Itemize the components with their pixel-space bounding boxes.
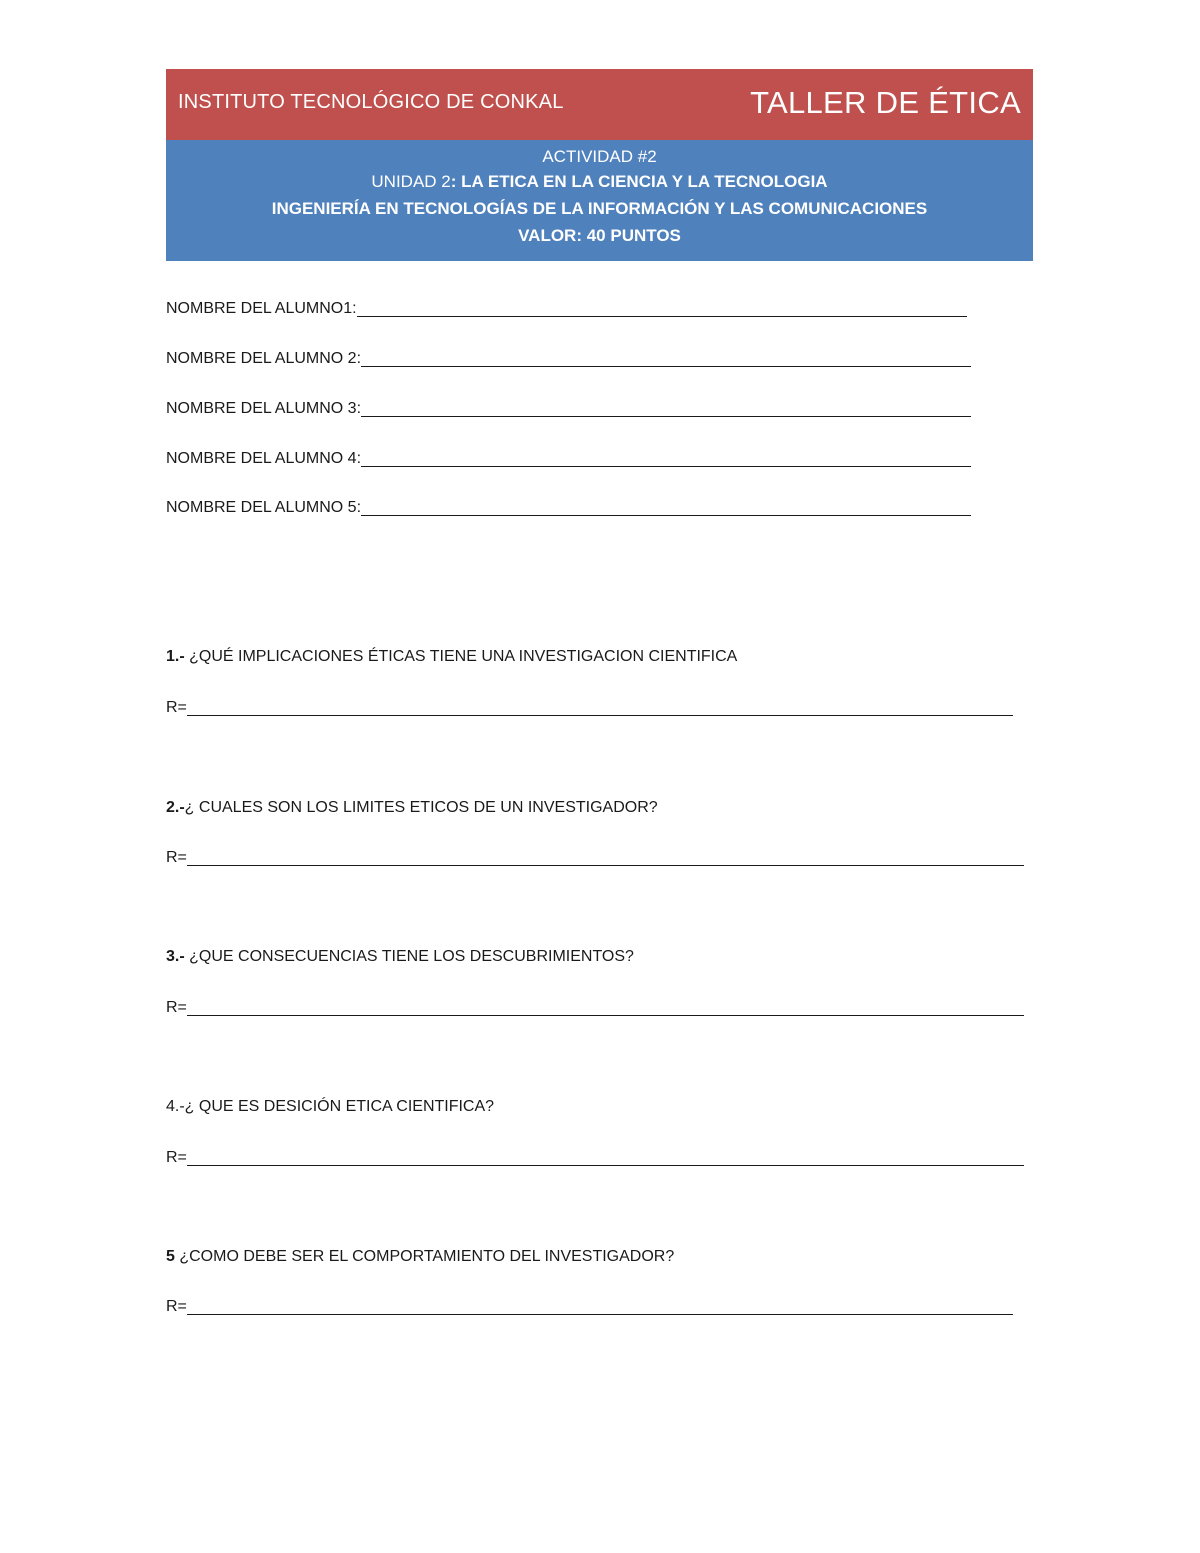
question-text: ¿QUE CONSECUENCIAS TIENE LOS DESCUBRIMIENTOS?	[184, 948, 634, 965]
answer-row-5	[166, 1297, 1013, 1316]
answer-field-1[interactable]	[187, 698, 1013, 716]
question-text: ¿ QUE ES DESICIÓN ETICA CIENTIFICA?	[184, 1098, 495, 1115]
student-name-field-3[interactable]	[361, 399, 971, 417]
answer-row-2	[166, 848, 1024, 867]
question-text: ¿COMO DEBE SER EL COMPORTAMIENTO DEL INVESTIGADOR?	[174, 1248, 675, 1265]
student-name-label: NOMBRE DEL ALUMNO1:	[166, 300, 357, 317]
answer-label: R=	[166, 699, 187, 716]
answer-row-3	[166, 998, 1024, 1017]
student-name-row-3	[166, 399, 971, 418]
student-name-label: NOMBRE DEL ALUMNO 5:	[166, 499, 362, 516]
unit-prefix: UNIDAD 2	[371, 172, 451, 191]
student-name-label: NOMBRE DEL ALUMNO 3:	[166, 400, 362, 417]
student-name-row-2	[166, 349, 971, 368]
answer-row-1	[166, 698, 1013, 717]
question-number: 5	[166, 1248, 175, 1265]
question-text: ¿ CUALES SON LOS LIMITES ETICOS DE UN INVESTIGADOR?	[184, 799, 658, 816]
question-number: 2.-	[166, 799, 185, 816]
answer-label: R=	[166, 1298, 187, 1315]
course-title: TALLER DE ÉTICA	[750, 85, 1021, 120]
question-1	[166, 648, 737, 666]
answer-field-2[interactable]	[187, 848, 1024, 866]
student-name-row-1	[166, 299, 967, 318]
question-number: 3.-	[166, 948, 185, 965]
question-number: 4.-	[166, 1098, 185, 1115]
question-5	[166, 1248, 674, 1266]
student-name-field-4[interactable]	[361, 449, 971, 467]
answer-field-5[interactable]	[187, 1297, 1013, 1315]
unit-title	[166, 172, 1033, 192]
institute-name: INSTITUTO TECNOLÓGICO DE CONKAL	[178, 91, 564, 113]
question-2	[166, 799, 658, 817]
student-name-label: NOMBRE DEL ALUMNO 2:	[166, 350, 362, 367]
student-name-field-5[interactable]	[361, 498, 971, 516]
question-number: 1.-	[166, 648, 185, 665]
student-name-label: NOMBRE DEL ALUMNO 4:	[166, 450, 362, 467]
answer-label: R=	[166, 999, 187, 1016]
answer-field-4[interactable]	[187, 1148, 1024, 1166]
student-name-field-2[interactable]	[361, 349, 971, 367]
unit-name: : LA ETICA EN LA CIENCIA Y LA TECNOLOGIA	[450, 172, 828, 191]
header-title-band	[166, 69, 1033, 140]
question-4	[166, 1098, 494, 1116]
answer-label: R=	[166, 1149, 187, 1166]
answer-row-4	[166, 1148, 1024, 1167]
career-name: INGENIERÍA EN TECNOLOGÍAS DE LA INFORMACIÓN Y LAS COMUNICACIONES	[271, 199, 928, 218]
answer-field-3[interactable]	[187, 998, 1024, 1016]
student-name-row-5	[166, 498, 971, 517]
student-name-field-1[interactable]	[357, 299, 967, 317]
activity-number: ACTIVIDAD #2	[542, 147, 657, 166]
student-name-row-4	[166, 449, 971, 468]
activity-value: VALOR: 40 PUNTOS	[518, 226, 681, 245]
question-text: ¿QUÉ IMPLICACIONES ÉTICAS TIENE UNA INVESTIGACION CIENTIFICA	[184, 648, 738, 665]
header-info-band	[166, 140, 1033, 261]
answer-label: R=	[166, 849, 187, 866]
question-3	[166, 948, 634, 966]
